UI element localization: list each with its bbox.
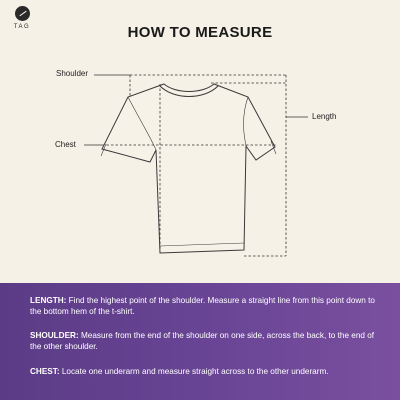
chest-instruction [30, 367, 375, 378]
chest-heading: CHEST: [30, 367, 60, 376]
page-title: HOW TO MEASURE [127, 24, 273, 41]
tshirt-outline [102, 84, 275, 253]
shoulder-label: Shoulder [56, 69, 89, 78]
shoulder-text: Measure from the end of the shoulder on one side, across the back, to the end of the other shoulder. [30, 331, 375, 351]
length-heading: LENGTH: [30, 296, 67, 305]
chest-text: Locate one underarm and measure straight across to the other underarm. [59, 367, 329, 376]
shoulder-heading: SHOULDER: [30, 331, 79, 340]
length-instruction [30, 296, 375, 317]
chest-label: Chest [55, 140, 76, 149]
instructions-panel [0, 283, 400, 400]
logo-text: TAG [13, 24, 31, 30]
length-label: Length [312, 112, 337, 121]
shoulder-instruction [30, 331, 375, 352]
length-text: Find the highest point of the shoulder. Measure a straight line from this point down to the bottom hem of the t-shirt. [30, 296, 375, 316]
